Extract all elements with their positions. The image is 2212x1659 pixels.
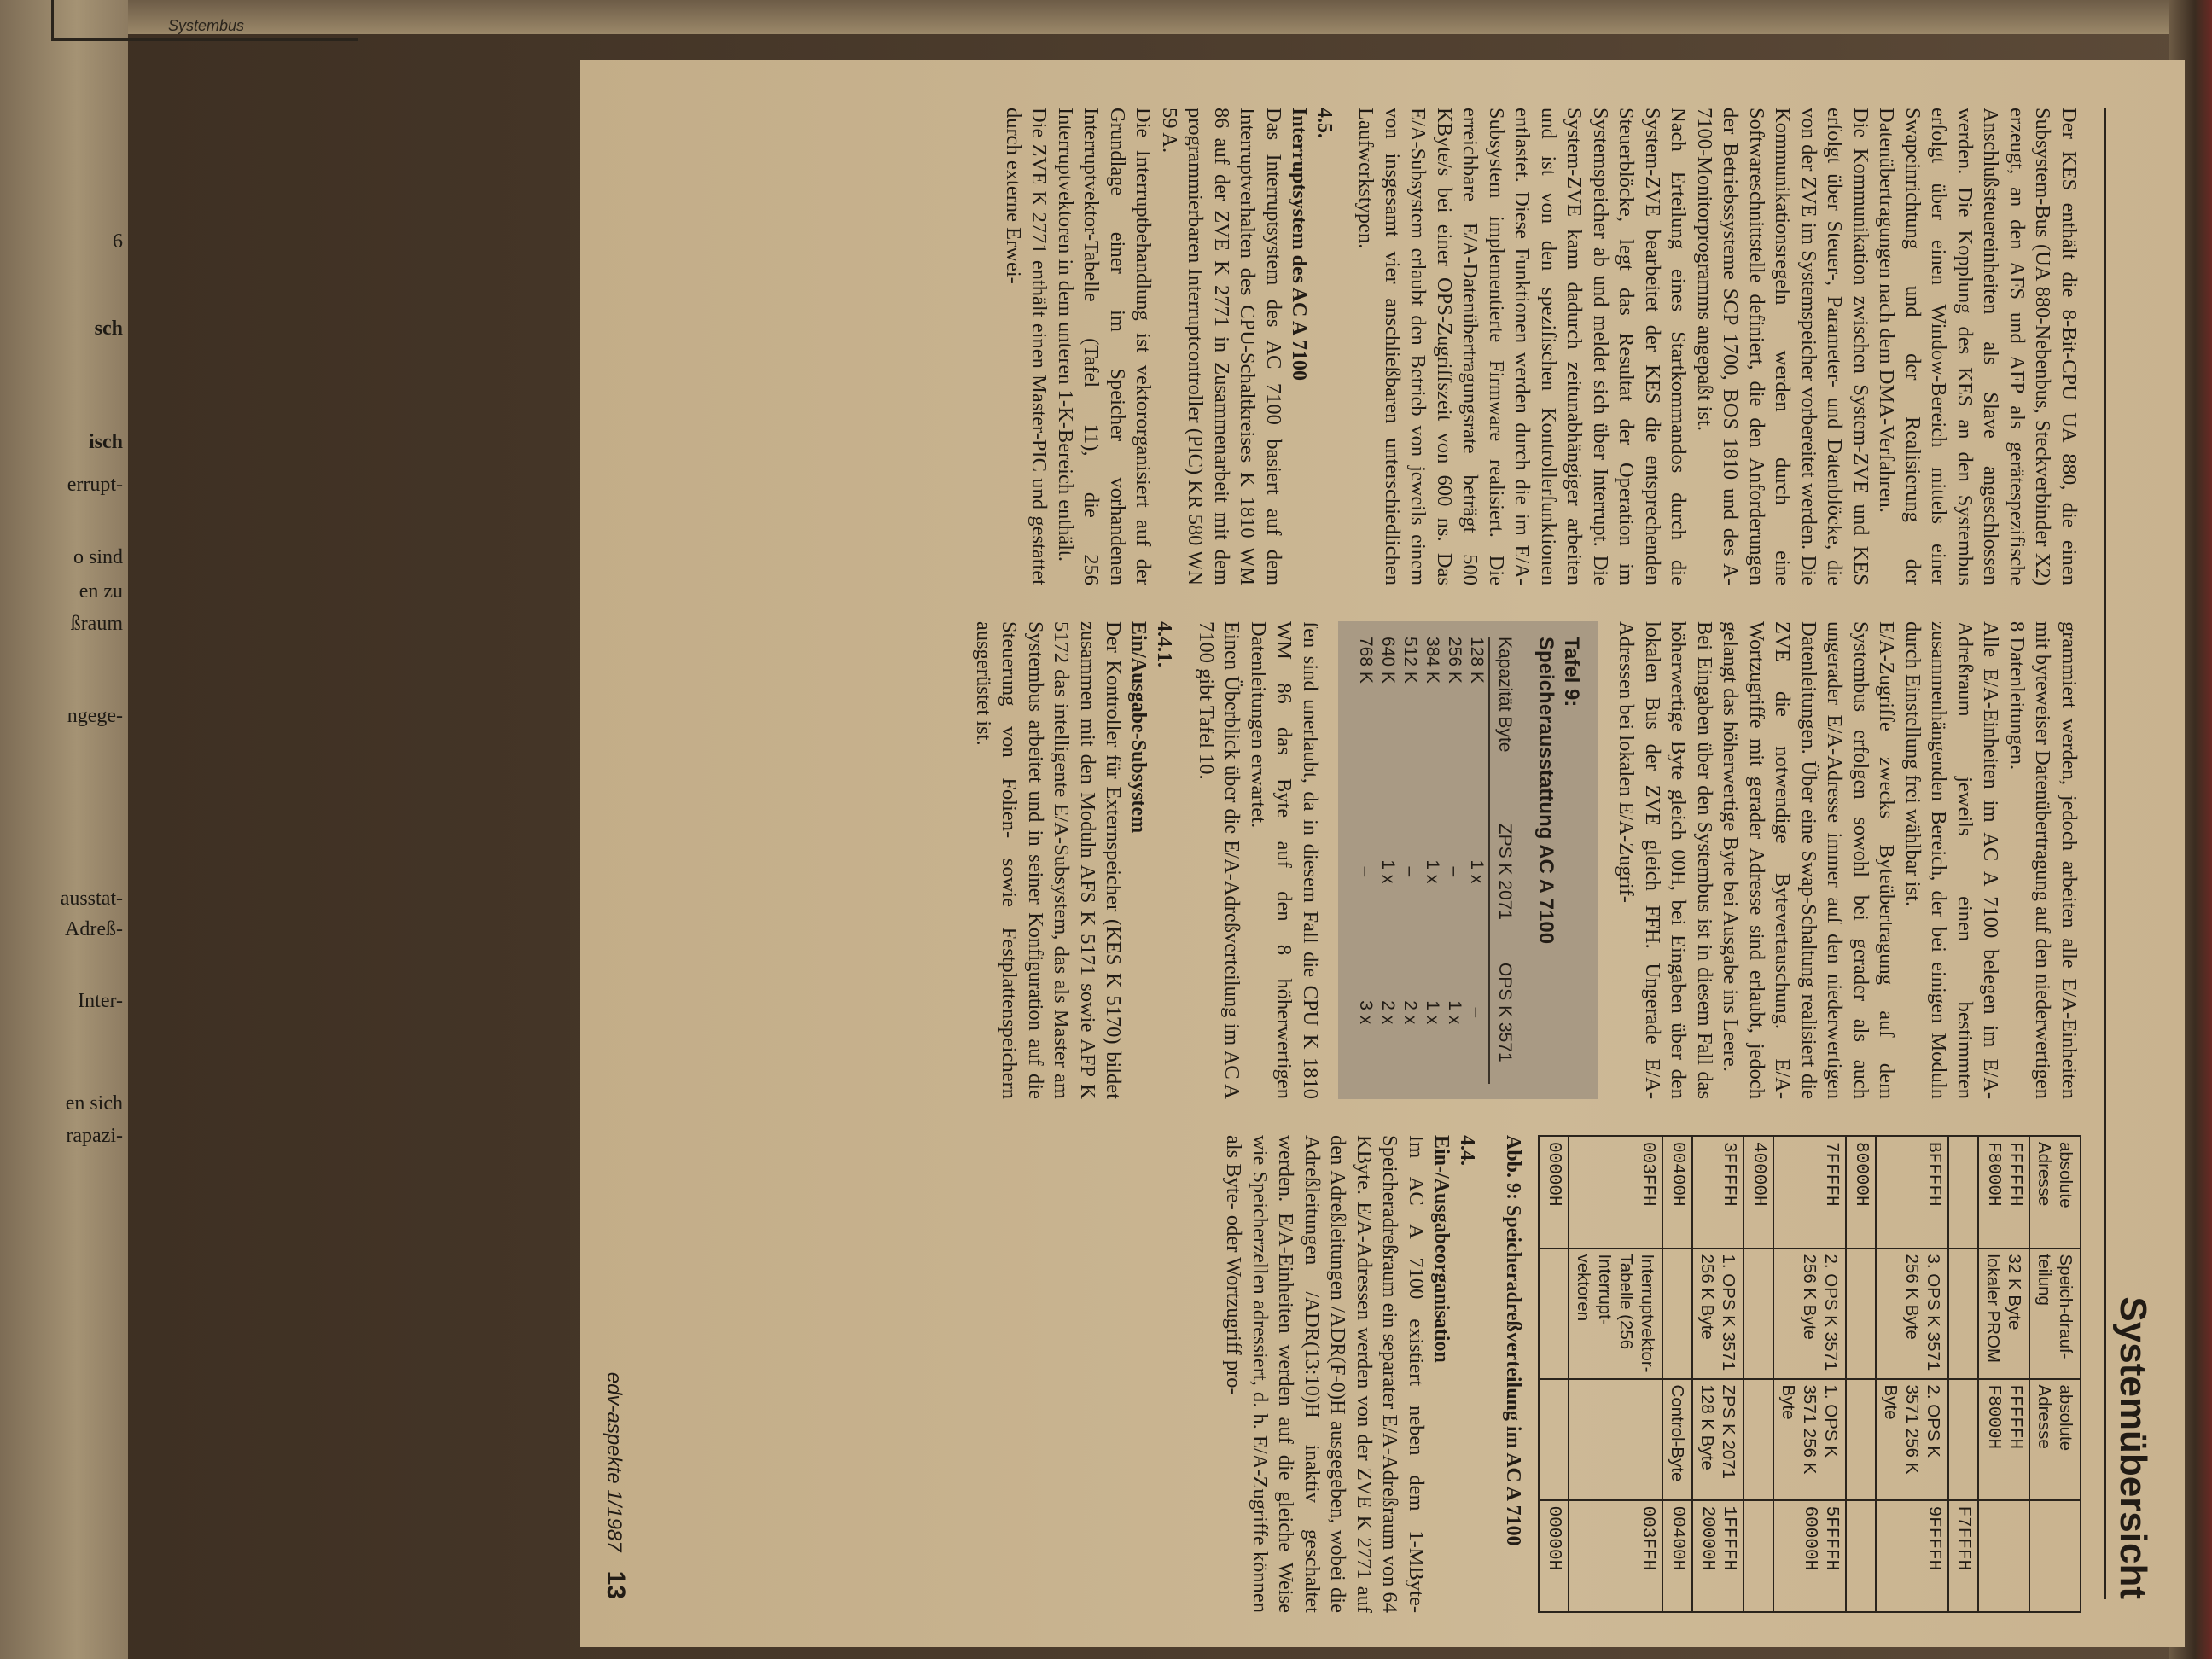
facing-fragment: 6 [113, 230, 123, 253]
memmap-row [1539, 1136, 1569, 1612]
facing-fragment: sch [94, 317, 123, 340]
page-number: 13 [602, 1570, 630, 1599]
memmap-empty [1948, 1379, 1978, 1500]
memmap-block: ZPS K 2071 128 K Byte [1692, 1379, 1743, 1500]
paragraph: Der KES enthält die 8-Bit-CPU UA 880, die einen Subsystem-Bus (UA 880-Nebenbus, Steckverbinder X2) erzeugt, an den AFS und AFP als gerätespezifische Anschlußsteuereinheiten als Slave angeschlossen werden. Die Kopplung des KES an den Systembus erfolgt über einen Window-Bereich mittels einer Swapeinrichtung und der Realisierung der Datenübertragungen nach dem DMA-Verfahren. [1875, 108, 2081, 585]
memmap-block: Interruptvektor-Tabelle (256 Interrupt-vektoren [1569, 1249, 1662, 1379]
paragraph: Das Interruptsystem des AC 7100 basiert auf dem Interruptverhalten des CPU-Schaltkreises K 1810 WM 86 auf der ZVE K 2771 in Zusammenarbeit mit dem programmierbaren Interruptcontroller (PIC) KR 580 WN 59 A. [1158, 108, 1285, 585]
section-number: 4.5. [1313, 108, 1336, 138]
paragraph: E/A-Zugriffe zwecks Byteübertragung auf dem Systembus erfolgen sowohl bei gerader als auch ungerader E/A-Adresse immer auf den niederwertigen Datenleitungen. Über eine Swap-Schaltung realisiert die ZVE die notwendige Bytevertauschung. E/A-Wortzugriffe mit gerader Adresse sind erlaubt, jedoch gelangt das höherwertige Byte bei Ausgabe ins Leere. [1719, 621, 1899, 1099]
page-footer [601, 108, 630, 1599]
paragraph: Die Interruptbehandlung ist vektororganisiert auf der Grundlage einer im Speicher vorhandenen Interruptvektor-Tabelle (Tafel 11), die 256 Interruptvektoren in dem unteren 1-K-Bereich enthält. [1054, 108, 1155, 585]
memmap-address: 003FFH [1569, 1500, 1662, 1612]
facing-fragment: en zu [79, 580, 123, 602]
memmap-empty [1978, 1500, 2029, 1612]
memmap-header: absolute Adresse [2029, 1379, 2081, 1500]
table-cell: 2 x [1378, 1000, 1398, 1025]
memmap-address: F7FFFH [1948, 1500, 1978, 1612]
memmap-row [1569, 1136, 1662, 1612]
table-cell: 640 K [1378, 637, 1398, 684]
paragraph: Nach Erteilung eines Startkommandos durch die System-ZVE bearbeitet der KES die entsprechenden Steuerblöcke, legt das Resultat der Operation im Systemspeicher ab und meldet sich über Interrupt. Die System-ZVE kann dadurch zeitunabhängiger arbeiten und ist von den spezifischen Kontrollerfunktionen entlastet. Diese Funktionen werden durch die im E/A-Subsystem implementierte Firmware realisiert. Die erreichbare E/A-Datenübertragungsrate beträgt 500 KByte/s bei einer OPS-Zugriffszeit von 600 ns. Das E/A-Subsystem erlaubt den Betrieb von jeweils einem von insgesamt vier anschließbaren unterschiedlichen Laufwerkstypen. [1354, 108, 1691, 585]
table-cell: 1 x [1467, 859, 1487, 884]
memmap-row [1773, 1136, 1846, 1612]
title-rule [2104, 108, 2106, 1599]
text-columns [970, 108, 2082, 1613]
memmap-row [1692, 1136, 1743, 1612]
column-1 [970, 108, 2082, 585]
memmap-address: BFFFFH [1876, 1136, 1948, 1249]
memmap-empty [1743, 1249, 1773, 1379]
memmap-block: 1. OPS K 3571 256 K Byte [1692, 1249, 1743, 1379]
address-value: FFFFFH [2005, 1142, 2024, 1207]
memmap-address: 80000H [1846, 1136, 1876, 1249]
memmap-row [1948, 1136, 1978, 1612]
memmap-empty [1569, 1379, 1662, 1500]
table-cell: – [1400, 866, 1420, 877]
memory-map-figure [1500, 1135, 2081, 1613]
sysbus-diagram-fragment: Systembus [51, 0, 358, 41]
memmap-address: 9FFFFH [1876, 1500, 1948, 1612]
memmap-address: 7FFFFH [1773, 1136, 1846, 1249]
table-cell: – [1445, 866, 1464, 877]
memmap-address [1978, 1379, 2029, 1500]
memmap-block: 3. OPS K 3571 256 K Byte [1876, 1249, 1948, 1379]
column-3 [970, 1135, 2082, 1613]
table-9-box [1338, 621, 1598, 1099]
memmap-empty [1846, 1249, 1876, 1379]
section-number: 4.4. [1456, 1135, 1478, 1166]
memmap-header-empty [2029, 1500, 2081, 1612]
facing-fragment: ßraum [70, 613, 123, 635]
memmap-empty [1948, 1136, 1978, 1249]
table-row [1377, 637, 1400, 1084]
table-cell: – [1467, 1007, 1487, 1018]
section-heading: Interruptsystem des AC A 7100 [1288, 108, 1310, 381]
facing-fragment: o sind [73, 546, 123, 568]
table-cell: 256 K [1445, 637, 1464, 684]
table-row [1422, 637, 1444, 1084]
section-heading: Ein-/Ausgabeorganisation [1430, 1135, 1452, 1363]
facing-fragment: isch [88, 431, 123, 453]
facing-fragment: en sich [65, 1092, 123, 1115]
figure-caption: Abb. 9: Speicheradreßverteilung im AC A 7100 [1502, 1135, 1524, 1546]
memmap-empty [1948, 1249, 1978, 1379]
table-cell: 1 x [1445, 1000, 1464, 1025]
paragraph: Bei Eingaben über den Systembus ist in diesem Fall das höherwertige Byte gleich 00H, bei Eingaben über den lokalen Bus der ZVE gleich FFH. Ungerade E/A-Adressen bei lokalen E/A-Zugrif- [1615, 621, 1716, 1099]
memmap-row [1662, 1136, 1692, 1612]
memmap-address: 00000H [1539, 1500, 1569, 1612]
table-cell: 384 K [1423, 637, 1442, 684]
address-value: 20000H [1697, 1505, 1717, 1571]
address-value: F8000H [1983, 1142, 2003, 1207]
paragraph: Alle E/A-Einheiten im AC A 7100 belegen im E/A-Adreßraum jeweils einen bestimmten zusammenhängenden Bereich, der bei einigen Moduln durch Einstellung frei wählbar ist. [1901, 621, 2003, 1099]
table-9-title [1533, 637, 1584, 1084]
table-9-heading: Speicherausstattung AC A 7100 [1534, 637, 1557, 945]
address-value: 60000H [1800, 1505, 1819, 1571]
table-cell: 128 K [1467, 637, 1487, 684]
table-cell: 768 K [1356, 637, 1376, 684]
memmap-address: 3FFFFH [1692, 1136, 1743, 1249]
table-row [1444, 637, 1466, 1084]
table-row [1355, 637, 1377, 1084]
memmap-block: 2. OPS K 3571 256 K Byte [1773, 1249, 1846, 1379]
section-number: 4.4.1. [1153, 621, 1176, 667]
memmap-block: 32 K Byte lokaler PROM [1978, 1249, 2029, 1379]
memmap-header: Speich-drauf-teilung [2029, 1249, 2081, 1379]
memmap-empty [1846, 1500, 1876, 1612]
table-cell: – [1356, 866, 1376, 877]
table-cell: 512 K [1400, 637, 1420, 684]
memmap-empty [1743, 1379, 1773, 1500]
paragraph: grammiert werden, jedoch arbeiten alle E/A-Einheiten mit byteweiser Datenübertragung auf den niederwertigen 8 Datenleitungen. [2005, 621, 2081, 1099]
memmap-row [1846, 1136, 1876, 1612]
memmap-block: 1. OPS K 3571 256 K Byte [1773, 1379, 1846, 1500]
memmap-address: 00000H [1539, 1136, 1569, 1249]
table-cell: 1 x [1423, 1000, 1442, 1025]
paragraph: Im AC A 7100 existiert neben dem 1-MByte-Speicheradreßraum ein separater E/A-Adreßraum von 64 KByte. E/A-Adressen werden von der ZVE K 2771 auf den Adreßleitungen /ADR(F-0)H ausgegeben, wobei die Adreßleitungen /ADR(13:10)H inaktiv geschaltet werden. E/A-Einheiten werden auf die gleiche Weise wie Speicherzellen adressiert, d. h. E/A-Zugriffe können als Byte- oder Wortzugriff pro- [1222, 1135, 1428, 1613]
facing-fragment: ausstat- [60, 888, 123, 910]
table-header: ZPS K 2071 [1489, 802, 1516, 940]
memory-map [1538, 1135, 2081, 1613]
memmap-empty [1743, 1500, 1773, 1612]
table-9 [1355, 637, 1516, 1084]
address-value: F8000H [1983, 1384, 2003, 1450]
memmap-address: 00400H [1662, 1136, 1692, 1249]
facing-fragment: Inter- [78, 990, 123, 1012]
memmap-address: 40000H [1743, 1136, 1773, 1249]
address-value: FFFFFH [2005, 1384, 2024, 1450]
facing-fragment: ngege- [67, 705, 123, 727]
facing-fragment: rapazi- [66, 1125, 123, 1147]
address-value: 1FFFFH [1719, 1505, 1738, 1571]
memmap-row [1978, 1136, 2029, 1612]
memmap-address [1773, 1500, 1846, 1612]
page-title: Systemübersicht [2112, 1296, 2154, 1599]
paragraph: Die Kommunikation zwischen System-ZVE und KES erfolgt über Steuer-, Parameter- und Datenblöcke, die von der ZVE im Systemspeicher vorbereitet werden. Die Kommunikationsregeln werden durch eine Softwareschnittstelle definiert, die den Anforderungen der Betriebssysteme SCP 1700, BOS 1810 und des A-7100-Monitorprogramms angepaßt ist. [1693, 108, 1872, 585]
paragraph: fen sind unerlaubt, da in diesem Fall die CPU K 1810 WM 86 das Byte auf den 8 höherwertigen Datenleitungen erwartet. [1247, 621, 1322, 1099]
table-cell: 3 x [1356, 1000, 1376, 1025]
table-header: Kapazität Byte [1489, 637, 1516, 802]
memmap-empty [1539, 1249, 1569, 1379]
paragraph: Einen Überblick über die E/A-Adreßverteilung im AC A 7100 gibt Tafel 10. [1195, 621, 1244, 1099]
memmap-address [1692, 1500, 1743, 1612]
table-cell: 1 x [1423, 859, 1442, 884]
table-row [1466, 637, 1489, 1084]
table-row [1400, 637, 1422, 1084]
memmap-address [1978, 1136, 2029, 1249]
journal-name: edv-aspekte 1/1987 [602, 1371, 626, 1552]
memmap-header-row [2029, 1136, 2081, 1612]
memmap-empty [1539, 1379, 1569, 1500]
top-edge [128, 0, 2212, 34]
memmap-address: 003FFH [1569, 1136, 1662, 1249]
paragraph: Der Kontroller für Externspeicher (KES K 5170) bildet zusammen mit den Moduln AFS K 5171 sowie AFP K 5172 das intelligente E/A-Subsystem, das als Master am Systembus arbeitet und in seiner Konfiguration auf die Steuerung von Folien- sowie Festplattenspeichern ausgerüstet ist. [972, 621, 1126, 1099]
facing-fragment: errupt- [67, 474, 123, 496]
table-cell: 1 x [1378, 859, 1398, 884]
memmap-empty [1662, 1249, 1692, 1379]
memmap-address: 00400H [1662, 1500, 1692, 1612]
facing-fragment: Adreß- [65, 918, 123, 940]
magazine-page [580, 60, 2185, 1647]
memmap-empty [1846, 1379, 1876, 1500]
memmap-header: absolute Adresse [2029, 1136, 2081, 1249]
table-cell: 2 x [1400, 1000, 1420, 1025]
facing-page-edge [0, 0, 245, 1659]
memmap-block: Control-Byte [1662, 1379, 1692, 1500]
table-9-label: Tafel 9: [1560, 637, 1583, 707]
section-heading: Ein/Ausgabe-Subsystem [1127, 621, 1150, 834]
memmap-row [1743, 1136, 1773, 1612]
memmap-row [1876, 1136, 1948, 1612]
column-2 [970, 621, 2082, 1099]
table-header: OPS K 3571 [1489, 941, 1516, 1084]
address-value: 5FFFFH [1821, 1505, 1841, 1571]
memmap-block: 2. OPS K 3571 256 K Byte [1876, 1379, 1948, 1500]
paragraph: Die ZVE K 2771 enthält einen Master-PIC und gestattet durch externe Erwei- [1002, 108, 1051, 585]
